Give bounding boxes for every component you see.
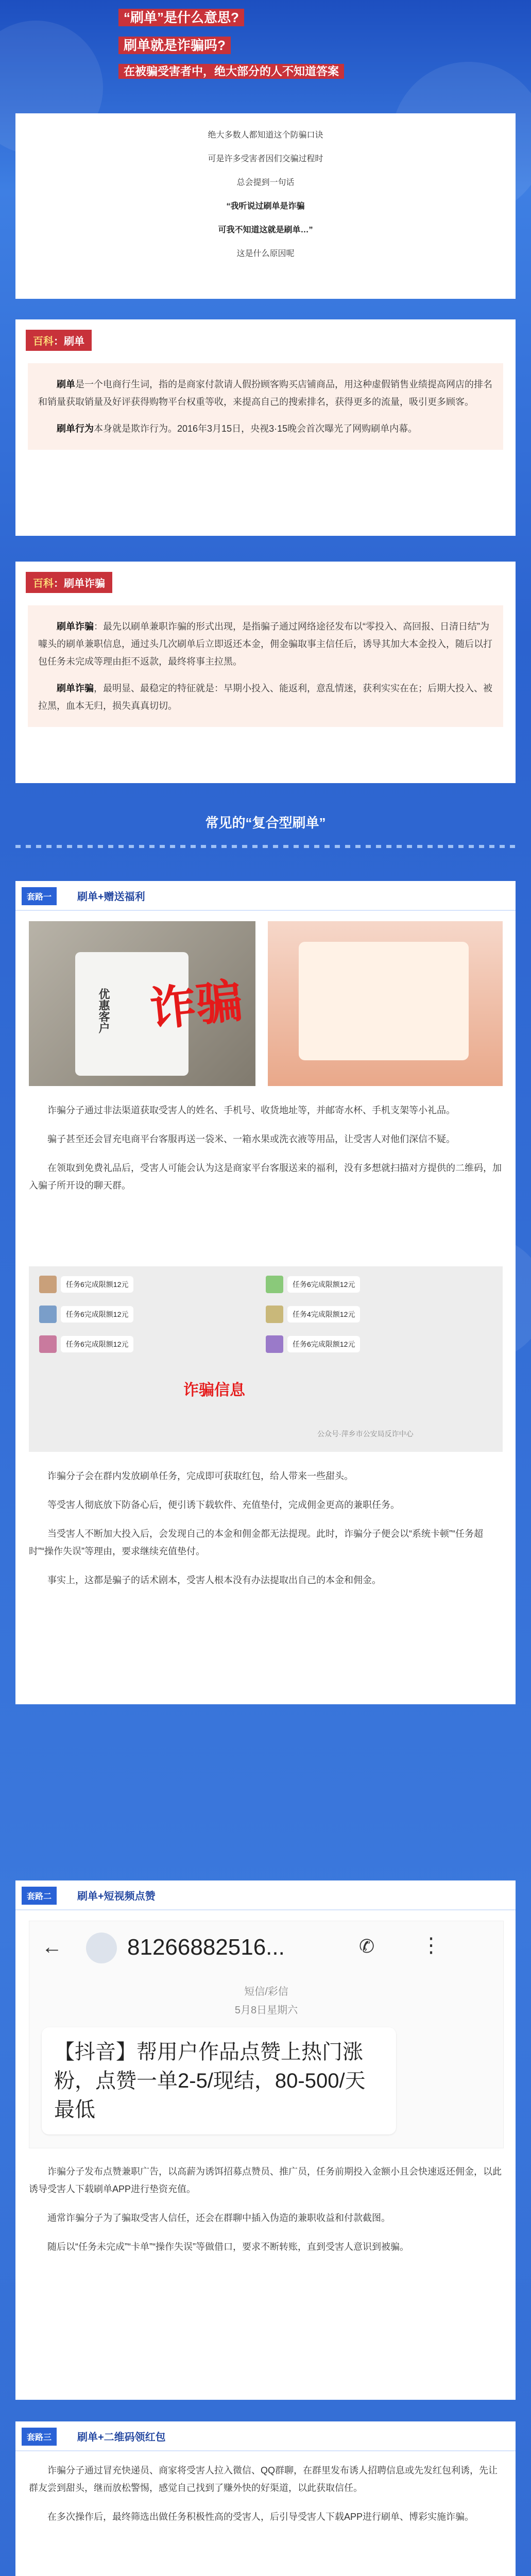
gift-box-image xyxy=(299,942,469,1060)
sms-bubble: 【抖音】帮用户作品点赞上热门涨粉，点赞一单2-5/现结，80-500/天 最低 xyxy=(42,2027,396,2134)
case-3-card xyxy=(15,2451,516,2576)
avatar xyxy=(39,1335,57,1353)
chat-message: 任务6完成限额12元 xyxy=(61,1306,133,1323)
chat-row xyxy=(39,1276,163,1296)
chat-row xyxy=(266,1335,389,1356)
baike-paragraph: 刷单诈骗：最先以刷单兼职诈骗的形式出现，是指骗子通过网络途径发布以“零投入、高回报、日清日结”为噱头的刷单兼职信息，通过头几次刷单后立即返还本金，佣金骗取事主信任后，诱导其加大本金投入，随后以打包任务未完成等理由拒不返款，最终将事主拉黑。 xyxy=(38,621,492,667)
case-paragraph: 在领取到免费礼品后，受害人可能会认为这是商家平台客服送来的福利，没有多想就扫描对方提供的二维码，加入骗子所开设的聊天群。 xyxy=(29,1163,502,1191)
intro-line: 这是什么原因呢 xyxy=(236,249,295,258)
avatar xyxy=(266,1335,283,1353)
case-paragraph: 通常诈骗分子为了骗取受害人信任，还会在群聊中插入伪造的兼职收益和付款截图。 xyxy=(47,2213,390,2223)
case-paragraph: 随后以“任务未完成”“卡单”“操作失误”等做借口，要求不断转账，直到受害人意识到被骗。 xyxy=(47,2242,409,2252)
baike-card-2 xyxy=(15,562,516,783)
case-paragraph: 诈骗分子会在群内发放刷单任务，完成即可获取红包，给人带来一些甜头。 xyxy=(47,1471,353,1481)
divider xyxy=(15,845,516,848)
baike-tag: 百科：刷单诈骗 xyxy=(26,572,112,593)
sms-date: 5月8日星期六 xyxy=(234,2005,298,2016)
intro-line: 可我不知道这就是刷单…” xyxy=(218,226,313,234)
case-2-card xyxy=(15,1910,516,2400)
header-line-1: “刷单”是什么意思? xyxy=(118,7,244,26)
chat-row xyxy=(266,1306,389,1326)
chat-message: 任务6完成限额12元 xyxy=(287,1276,360,1293)
chat-message: 任务4完成限额12元 xyxy=(287,1306,360,1323)
case-1-text xyxy=(29,1101,503,1194)
intro-lines xyxy=(15,124,516,266)
case-paragraph: 等受害人彻底放下防备心后，便引诱下载软件、充值垫付，完成佣金更高的兼职任务。 xyxy=(47,1500,400,1510)
case-title: 刷单+二维码领红包 xyxy=(77,2432,166,2443)
case-paragraph: 诈骗分子发布点赞兼职广告，以高薪为诱饵招募点赞员、推广员，任务前期投入金额小且会快速返还佣金，以此诱导受害人下载刷单APP进行垫资充值。 xyxy=(29,2166,502,2194)
case-tag: 套路二 xyxy=(22,1887,57,1905)
gift-photo xyxy=(268,921,503,1086)
case-paragraph: 当受害人不断加大投入后，会发现自己的本金和佣金都无法提现。此时，诈骗分子便会以“系统卡顿”“任务超时”“操作失误”等理由，要求继续充值垫付。 xyxy=(29,1529,483,1556)
chat-row xyxy=(266,1276,389,1296)
case-1-text-2 xyxy=(29,1467,503,1589)
baike-paragraph: 刷单行为本身就是欺诈行为。2016年3月15日，央视3·15晚会首次曝光了网购刷单内幕。 xyxy=(57,423,418,434)
case-title: 刷单+短视频点赞 xyxy=(77,1891,156,1902)
case-2-header xyxy=(15,1880,516,1910)
case-title: 刷单+赠送福利 xyxy=(77,891,145,903)
chat-message: 任务6完成限额12元 xyxy=(61,1336,133,1352)
case-1-header xyxy=(15,881,516,911)
baike-tag: 百科：刷单 xyxy=(26,330,92,351)
case-paragraph: 事实上，这都是骗子的话术剧本，受害人根本没有办法提取出自己的本金和佣金。 xyxy=(47,1575,381,1585)
avatar xyxy=(266,1276,283,1293)
chat-row xyxy=(39,1306,163,1326)
more-icon[interactable]: ⋮ xyxy=(421,1934,441,1957)
avatar xyxy=(39,1306,57,1323)
back-icon[interactable]: ← xyxy=(42,1936,62,1958)
intro-card xyxy=(15,113,516,299)
avatar xyxy=(86,1933,117,1963)
intro-line: 绝大多数人都知道这个防骗口诀 xyxy=(208,131,323,140)
chat-screenshot xyxy=(29,1266,503,1452)
case-paragraph: 诈骗分子通过冒充快递员、商家将受害人拉入微信、QQ群聊，在群里发布诱人招聘信息或先发红包利诱，先让群友尝到甜头，继而放松警惕，感觉自己找到了赚外快的好渠道，以此获取信任。 xyxy=(29,2465,498,2493)
baike-paragraph: 刷单是一个电商行生词，指的是商家付款请人假扮顾客购买店铺商品，用这种虚假销售业绩提高网店的排名和销量获取销量及好评获得购物平台权重等收，来提高自己的搜索排名，获得更多的流量，吸引更多顾客。 xyxy=(38,379,492,407)
baike-card-1 xyxy=(15,319,516,536)
scam-info-stamp: 诈骗信息 xyxy=(183,1382,245,1399)
header-line-3: 在被骗受害者中，绝大部分的人不知道答案 xyxy=(118,63,344,79)
case-tag: 套路三 xyxy=(22,2428,57,2446)
case-paragraph: 骗子甚至还会冒充电商平台客服再送一袋米、一箱水果或洗衣液等用品，让受害人对他们深信不疑。 xyxy=(47,1134,455,1144)
header-line-2: 刷单就是诈骗吗? xyxy=(118,35,231,54)
case-2-text xyxy=(29,2163,503,2256)
call-icon[interactable]: ✆ xyxy=(359,1936,375,1957)
baike-paragraph: 刷单诈骗，最明显、最稳定的特征就是：早期小投入、能返利，意乱情迷，获利实实在在；后期大投入、被拉黑，血本无归，损失真真切切。 xyxy=(38,683,492,711)
sms-screenshot xyxy=(29,1921,504,2148)
avatar xyxy=(39,1276,57,1293)
intro-line: “我听说过刷单是诈骗 xyxy=(226,202,305,211)
case-3-text xyxy=(29,2462,503,2526)
chat-message: 任务6完成限额12元 xyxy=(61,1276,133,1293)
scam-stamp: 诈骗 xyxy=(147,973,245,1038)
chat-row xyxy=(39,1335,163,1356)
sms-label: 短信/彩信 xyxy=(244,1986,288,1997)
watermark: 公众号·萍乡市公安局反诈中心 xyxy=(317,1430,414,1438)
case-3-header xyxy=(15,2421,516,2451)
section-title: 常见的“复合型刷单” xyxy=(205,815,326,831)
intro-line: 可是许多受害者因们交骗过程时 xyxy=(208,155,323,163)
chat-message: 任务6完成限额12元 xyxy=(287,1336,360,1352)
cup-text: 优惠客户 xyxy=(97,988,110,1033)
case-1-card xyxy=(15,911,516,1704)
case-paragraph: 在多次操作后，最终筛选出做任务积极性高的受害人，后引导受害人下载APP进行刷单、博彩实施诈骗。 xyxy=(47,2512,474,2522)
phone-number: 81266882516... xyxy=(127,1935,285,1960)
case-tag: 套路一 xyxy=(22,887,57,905)
case-paragraph: 诈骗分子通过非法渠道获取受害人的姓名、手机号、收货地址等，并邮寄水杯、手机支架等小礼品。 xyxy=(47,1105,455,1115)
avatar xyxy=(266,1306,283,1323)
intro-line: 总会提到一句话 xyxy=(236,178,295,187)
